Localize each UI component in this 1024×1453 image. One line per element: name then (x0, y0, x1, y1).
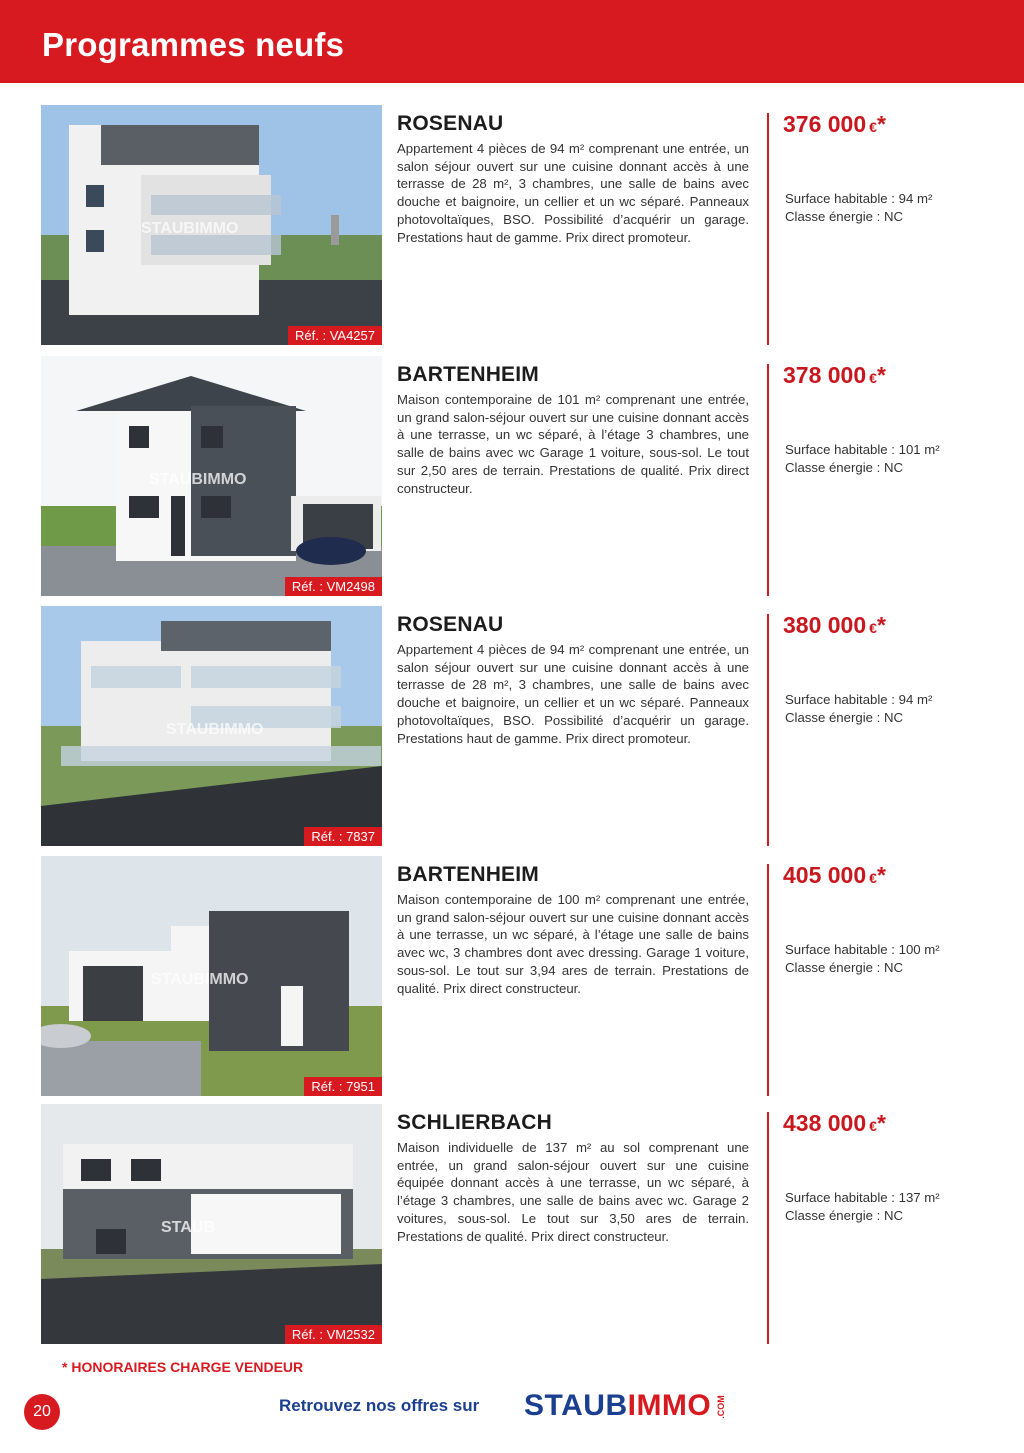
price-currency: € (869, 870, 877, 886)
price-value: 438 000 (783, 1110, 867, 1136)
listing-surface: Surface habitable : 137 m² (785, 1190, 940, 1205)
price-currency: € (869, 620, 877, 636)
divider-line (767, 614, 769, 846)
divider-line (767, 113, 769, 345)
reference-badge: Réf. : VM2498 (285, 577, 382, 596)
price-asterisk: * (876, 1110, 886, 1136)
listing-card[interactable] (0, 356, 1024, 596)
reference-badge: Réf. : 7837 (304, 827, 382, 846)
price-value: 380 000 (783, 612, 867, 638)
listing-surface: Surface habitable : 94 m² (785, 191, 933, 206)
listing-energy-class: Classe énergie : NC (785, 460, 904, 475)
property-photo-illustration (41, 606, 382, 846)
listing-price (783, 612, 886, 639)
reference-badge: Réf. : 7951 (304, 1077, 382, 1096)
listing-description: Maison individuelle de 137 m² au sol comprenant une entrée, un grand salon-séjour ouvert sur une cuisine équipée donnant accès à une terrasse, un wc séparé, à l’étage 3 chambres, une salle de bains avec wc. Garage 2 voitures, sous-sol. Le tout sur 3,50 ares de terrain. Prestations de qualité. Prix direct constructeur. (397, 1140, 749, 1244)
logo-com-text: .COM (716, 1395, 727, 1419)
page-header (0, 0, 1024, 83)
listing-price (783, 862, 886, 889)
price-value: 376 000 (783, 111, 867, 137)
listing-city: ROSENAU (397, 613, 504, 636)
listing-surface: Surface habitable : 101 m² (785, 442, 940, 457)
svg-text:STAUB: STAUB (161, 1219, 215, 1236)
svg-text:STAUBIMMO: STAUBIMMO (166, 721, 264, 738)
price-value: 405 000 (783, 862, 867, 888)
listing-energy-class: Classe énergie : NC (785, 710, 904, 725)
price-asterisk: * (876, 612, 886, 638)
listing-price (783, 362, 886, 389)
divider-line (767, 364, 769, 596)
listing-surface: Surface habitable : 100 m² (785, 942, 940, 957)
listing-description: Appartement 4 pièces de 94 m² comprenant une entrée, un salon séjour ouvert sur une cuisine donnant accès à une terrasse de 28 m², 3 chambres, une salle de bains avec douche et baignoire, un cellier et un wc séparé. Panneaux photovoltaïques, BSO. Possibilité d’acquérir un garage. Prestations haut de gamme. Prix direct promoteur. (397, 141, 749, 245)
price-currency: € (869, 119, 877, 135)
logo-immo-text: IMMO (627, 1389, 712, 1422)
price-currency: € (869, 1118, 877, 1134)
listing-price (783, 1110, 886, 1137)
logo-staub-text: STAUB (524, 1389, 628, 1422)
listing-card[interactable] (0, 105, 1024, 345)
listing-card[interactable] (0, 856, 1024, 1096)
staubimmo-logo[interactable] (524, 1389, 733, 1425)
svg-text:STAUBIMMO: STAUBIMMO (151, 971, 249, 988)
reference-badge: Réf. : VM2532 (285, 1325, 382, 1344)
svg-text:STAUBIMMO: STAUBIMMO (149, 471, 247, 488)
price-asterisk: * (876, 362, 886, 388)
listing-energy-class: Classe énergie : NC (785, 1208, 904, 1223)
listing-description: Appartement 4 pièces de 94 m² comprenant une entrée, un salon séjour ouvert sur une cuisine donnant accès à une terrasse de 28 m², 3 chambres, une salle de bains avec douche et baignoire, un cellier et un wc séparé. Panneaux photovoltaïques, BSO. Possibilité d’acquérir un garage. Prestations haut de gamme. Prix direct promoteur. (397, 642, 749, 746)
property-photo[interactable] (41, 856, 382, 1096)
listing-energy-class: Classe énergie : NC (785, 209, 904, 224)
price-value: 378 000 (783, 362, 867, 388)
listing-energy-class: Classe énergie : NC (785, 960, 904, 975)
listing-surface: Surface habitable : 94 m² (785, 692, 933, 707)
price-currency: € (869, 370, 877, 386)
fees-footnote: * HONORAIRES CHARGE VENDEUR (62, 1359, 304, 1375)
listing-city: ROSENAU (397, 112, 504, 135)
svg-text:STAUBIMMO: STAUBIMMO (141, 220, 239, 237)
price-asterisk: * (876, 862, 886, 888)
listing-card[interactable] (0, 1104, 1024, 1344)
property-photo-illustration (41, 105, 382, 345)
listing-price (783, 111, 886, 138)
listing-description: Maison contemporaine de 100 m² comprenant une entrée, un grand salon-séjour ouvert sur une cuisine donnant accès à une terrasse, un wc séparé, à l’étage une salle de bains avec wc, 3 chambres dont avec dressing. Garage 1 voiture, sous-sol. Le tout sur 3,94 ares de terrain. Prestations de qualité. Prix direct constructeur. (397, 892, 749, 996)
divider-line (767, 864, 769, 1096)
listing-city: SCHLIERBACH (397, 1111, 553, 1134)
page-title: Programmes neufs (42, 26, 345, 63)
listing-description: Maison contemporaine de 101 m² comprenant une entrée, un grand salon-séjour ouvert sur une cuisine donnant accès à une terrasse, un wc séparé, à l’étage 3 chambres, une salle de bains avec wc Garage 1 voiture, sous-sol. Le tout sur 2,50 ares de terrain. Prestations de qualité. Prix direct constructeur. (397, 392, 749, 496)
divider-line (767, 1112, 769, 1344)
property-photo-illustration (41, 856, 382, 1096)
listing-card[interactable] (0, 606, 1024, 846)
property-photo[interactable] (41, 105, 382, 345)
listing-city: BARTENHEIM (397, 863, 539, 886)
property-photo-illustration (41, 1104, 382, 1344)
property-photo[interactable] (41, 606, 382, 846)
price-asterisk: * (876, 111, 886, 137)
page-number-badge: 20 (24, 1394, 60, 1430)
footer-tagline: Retrouvez nos offres sur (279, 1396, 480, 1415)
property-photo[interactable] (41, 1104, 382, 1344)
property-photo[interactable] (41, 356, 382, 596)
listing-city: BARTENHEIM (397, 363, 539, 386)
reference-badge: Réf. : VA4257 (288, 326, 382, 345)
property-photo-illustration (41, 356, 382, 596)
